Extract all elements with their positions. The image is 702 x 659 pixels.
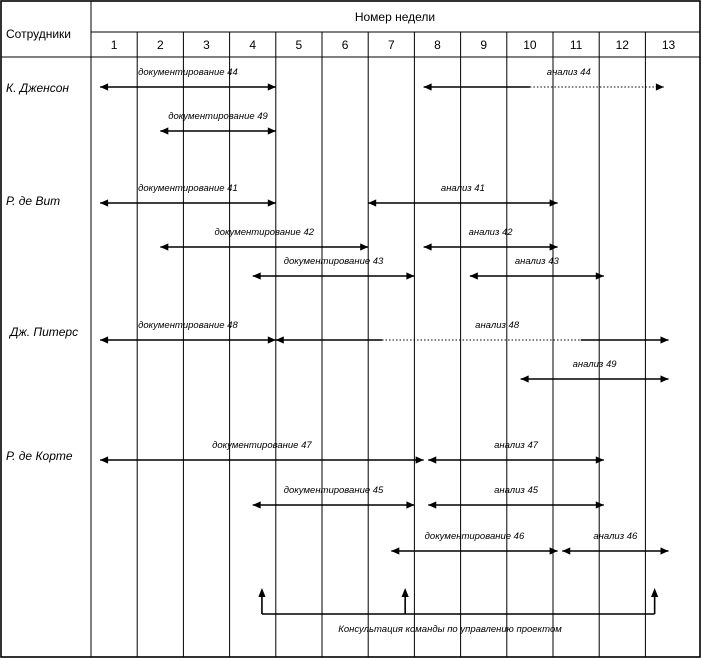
arrowhead-icon — [596, 456, 604, 463]
task-bar — [521, 359, 669, 383]
task-label: документирование 41 — [138, 183, 238, 194]
arrowhead-icon — [100, 456, 108, 463]
task-label: документирование 47 — [212, 440, 312, 451]
task-bar — [253, 485, 415, 509]
arrowhead-icon — [661, 547, 669, 554]
chart-frame — [1, 1, 700, 657]
task-label: анализ 46 — [593, 531, 638, 542]
week-number-label: 1 — [110, 38, 118, 52]
up-arrow-icon — [402, 588, 409, 597]
arrowhead-icon — [661, 336, 669, 343]
task-bar — [428, 485, 604, 509]
task-bar — [428, 440, 604, 464]
arrowhead-icon — [428, 456, 436, 463]
arrowhead-icon — [550, 547, 558, 554]
task-label: анализ 44 — [546, 67, 591, 78]
task-label: документирование 42 — [214, 227, 315, 238]
task-label: документирование 44 — [138, 67, 238, 78]
week-number-label: 5 — [295, 38, 303, 52]
task-label: документирование 45 — [283, 485, 384, 496]
task-bar — [424, 67, 664, 91]
week-number-label: 2 — [156, 38, 164, 52]
arrowhead-icon — [424, 243, 432, 250]
task-bar — [276, 320, 669, 344]
week-number-label: 12 — [615, 38, 629, 52]
arrowhead-icon — [550, 243, 558, 250]
up-arrow-icon — [651, 588, 658, 597]
task-label: анализ 43 — [514, 256, 559, 267]
arrowhead-icon — [360, 243, 368, 250]
arrowhead-icon — [268, 83, 276, 90]
task-label: документирование 43 — [283, 256, 384, 267]
week-number-label: 7 — [387, 38, 395, 52]
employees-header: Сотрудники — [6, 27, 71, 41]
task-bar — [368, 183, 557, 207]
task-bar — [424, 227, 558, 251]
arrowhead-icon — [160, 243, 168, 250]
arrowhead-icon — [428, 501, 436, 508]
up-arrow-icon — [258, 588, 265, 597]
arrowhead-icon — [596, 272, 604, 279]
employee-name: Дж. Питерс — [10, 325, 79, 339]
arrowhead-icon — [470, 272, 478, 279]
arrowhead-icon — [100, 83, 108, 90]
arrowhead-icon — [661, 375, 669, 382]
task-label: документирование 46 — [424, 531, 525, 542]
arrowhead-icon — [416, 456, 424, 463]
task-bar — [100, 183, 276, 207]
arrowhead-icon — [268, 199, 276, 206]
employee-name: Р. де Корте — [6, 449, 73, 463]
arrowhead-icon — [521, 375, 529, 382]
arrowhead-icon — [368, 199, 376, 206]
arrowhead-icon — [550, 199, 558, 206]
week-number-label: 4 — [249, 38, 257, 52]
arrowhead-icon — [562, 547, 570, 554]
employee-name: Р. де Вит — [6, 194, 61, 208]
task-label: анализ 42 — [468, 227, 513, 238]
task-bar — [100, 440, 424, 464]
employee-name: К. Дженсон — [6, 81, 69, 95]
arrowhead-icon — [656, 83, 664, 90]
arrowhead-icon — [424, 83, 432, 90]
arrowhead-icon — [276, 336, 284, 343]
arrowhead-icon — [100, 336, 108, 343]
arrowhead-icon — [100, 199, 108, 206]
task-bar — [160, 111, 275, 135]
week-number-label: 9 — [480, 38, 488, 52]
task-bars — [100, 67, 668, 555]
task-bar — [470, 256, 604, 280]
arrowhead-icon — [160, 127, 168, 134]
task-bar — [391, 531, 557, 555]
arrowhead-icon — [391, 547, 399, 554]
task-label: анализ 41 — [440, 183, 485, 194]
weeks-header: Номер недели — [354, 10, 436, 24]
arrowhead-icon — [406, 272, 414, 279]
task-label: анализ 47 — [494, 440, 539, 451]
week-number-label: 11 — [569, 38, 583, 52]
week-number-label: 13 — [661, 38, 676, 52]
task-label: анализ 49 — [572, 359, 617, 370]
task-bar — [100, 67, 276, 91]
arrowhead-icon — [268, 336, 276, 343]
arrowhead-icon — [268, 127, 276, 134]
arrowhead-icon — [253, 501, 261, 508]
task-label: документирование 48 — [138, 320, 238, 331]
task-label: документирование 49 — [168, 111, 268, 122]
arrowhead-icon — [596, 501, 604, 508]
week-number-label: 10 — [523, 38, 537, 52]
consultation-group — [258, 588, 658, 614]
arrowhead-icon — [406, 501, 414, 508]
consultation-label: Консультация команды по управлению проектом — [338, 624, 562, 635]
week-number-label: 6 — [341, 38, 349, 52]
task-bar — [253, 256, 415, 280]
week-number-label: 8 — [434, 38, 441, 52]
task-label: анализ 45 — [494, 485, 539, 496]
task-bar — [160, 227, 368, 251]
task-bar — [100, 320, 276, 344]
week-number-label: 3 — [203, 38, 210, 52]
task-bar — [562, 531, 668, 555]
arrowhead-icon — [253, 272, 261, 279]
task-label: анализ 48 — [475, 320, 520, 331]
week-columns — [111, 32, 676, 657]
